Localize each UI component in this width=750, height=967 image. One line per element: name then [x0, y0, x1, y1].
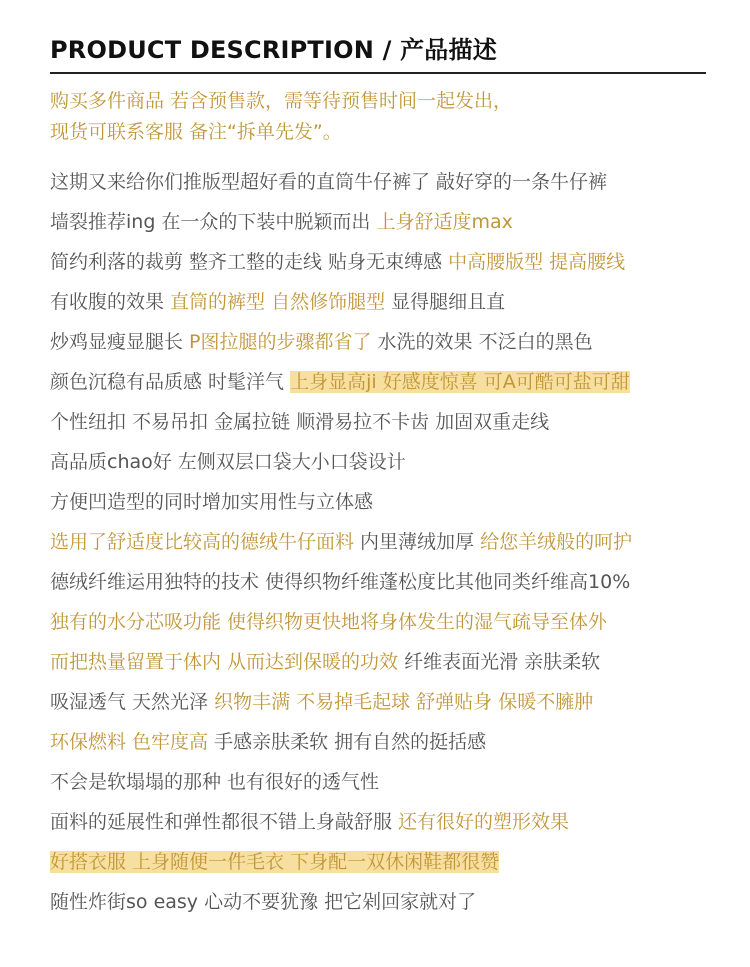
text-segment: 墙裂推荐ing 在一众的下装中脱颖而出: [50, 211, 377, 233]
highlighted-text-segment: 给您羊绒般的呵护: [480, 531, 633, 553]
notice-line: 购买多件商品 若含预售款，需等待预售时间一起发出，: [50, 90, 513, 112]
description-line: [50, 882, 750, 922]
text-segment: 颜色沉稳有品质感 时髦洋气: [50, 371, 291, 393]
text-segment: 不会是软塌塌的那种 也有很好的透气性: [50, 771, 380, 793]
text-segment: 显得腿细且直: [385, 291, 506, 313]
shipping-notice: [50, 86, 730, 148]
text-segment: 炒鸡显瘦显腿长: [50, 331, 190, 353]
highlighted-text-segment: 选用了舒适度比较高的德绒牛仔面料: [50, 531, 355, 553]
description-line: [50, 562, 750, 602]
text-segment: 简约利落的裁剪 整齐工整的走线 贴身无束缚感: [50, 251, 449, 273]
description-line: [50, 602, 750, 642]
text-segment: 内里薄绒加厚: [354, 531, 481, 553]
notice-line: 现货可联系客服 备注“拆单先发”。: [50, 121, 342, 143]
description-line: [50, 642, 750, 682]
product-description-body: [50, 162, 750, 922]
text-segment: 有收腹的效果: [50, 291, 171, 313]
text-segment: 水洗的效果 不泛白的黑色: [371, 331, 593, 353]
text-segment: 随性炸街so easy 心动不要犹豫 把它剁回家就对了: [50, 891, 477, 913]
text-segment: 这期又来给你们推版型超好看的直筒牛仔裤了 敲好穿的一条牛仔裤: [50, 171, 608, 193]
highlighted-text-segment: 环保燃料 色牢度高: [50, 731, 209, 753]
highlighted-text-segment: 而把热量留置于体内 从而达到保暖的功效: [50, 651, 399, 673]
description-line: [50, 362, 750, 402]
description-line: [50, 442, 750, 482]
text-segment: 方便凹造型的同时增加实用性与立体感: [50, 491, 374, 513]
description-line: [50, 682, 750, 722]
text-segment: 面料的延展性和弹性都很不错上身敲舒服: [50, 811, 399, 833]
highlighted-text-segment: 独有的水分芯吸功能 使得织物更快地将身体发生的湿气疏导至体外: [50, 611, 608, 633]
highlighted-text-segment: 中高腰版型 提高腰线: [448, 251, 626, 273]
description-line: [50, 722, 750, 762]
description-line: [50, 282, 750, 322]
text-segment: 个性纽扣 不易吊扣 金属拉链 顺滑易拉不卡齿 加固双重走线: [50, 411, 550, 433]
text-segment: 手感亲肤柔软 拥有自然的挺括感: [208, 731, 487, 753]
title-divider: [50, 72, 706, 74]
highlighted-text-segment: P图拉腿的步骤都省了: [189, 331, 372, 353]
highlighted-text-segment: 还有很好的塑形效果: [398, 811, 570, 833]
highlighted-band-segment: 好搭衣服 上身随便一件毛衣 下身配一双休闲鞋都很赞: [50, 851, 500, 873]
text-segment: 纤维表面光滑 亲肤柔软: [398, 651, 601, 673]
highlighted-text-segment: 织物丰满 不易掉毛起球 舒弹贴身 保暖不臃肿: [214, 691, 594, 713]
description-line: [50, 842, 750, 882]
description-line: [50, 402, 750, 442]
description-line: [50, 242, 750, 282]
description-line: [50, 482, 750, 522]
text-segment: 德绒纤维运用独特的技术 使得织物纤维蓬松度比其他同类纤维高10%: [50, 571, 631, 593]
highlighted-band-segment: 上身显高ji 好感度惊喜 可A可酷可盐可甜: [290, 371, 630, 393]
highlighted-text-segment: 直筒的裤型 自然修饰腿型: [170, 291, 386, 313]
text-segment: 高品质chao好 左侧双层口袋大小口袋设计: [50, 451, 406, 473]
text-segment: 吸湿透气 天然光泽: [50, 691, 215, 713]
page-title: PRODUCT DESCRIPTION / 产品描述: [50, 36, 497, 64]
description-line: [50, 162, 750, 202]
highlighted-text-segment: 上身舒适度max: [376, 211, 513, 233]
description-line: [50, 762, 750, 802]
description-line: [50, 802, 750, 842]
description-line: [50, 202, 750, 242]
description-line: [50, 522, 750, 562]
description-line: [50, 322, 750, 362]
